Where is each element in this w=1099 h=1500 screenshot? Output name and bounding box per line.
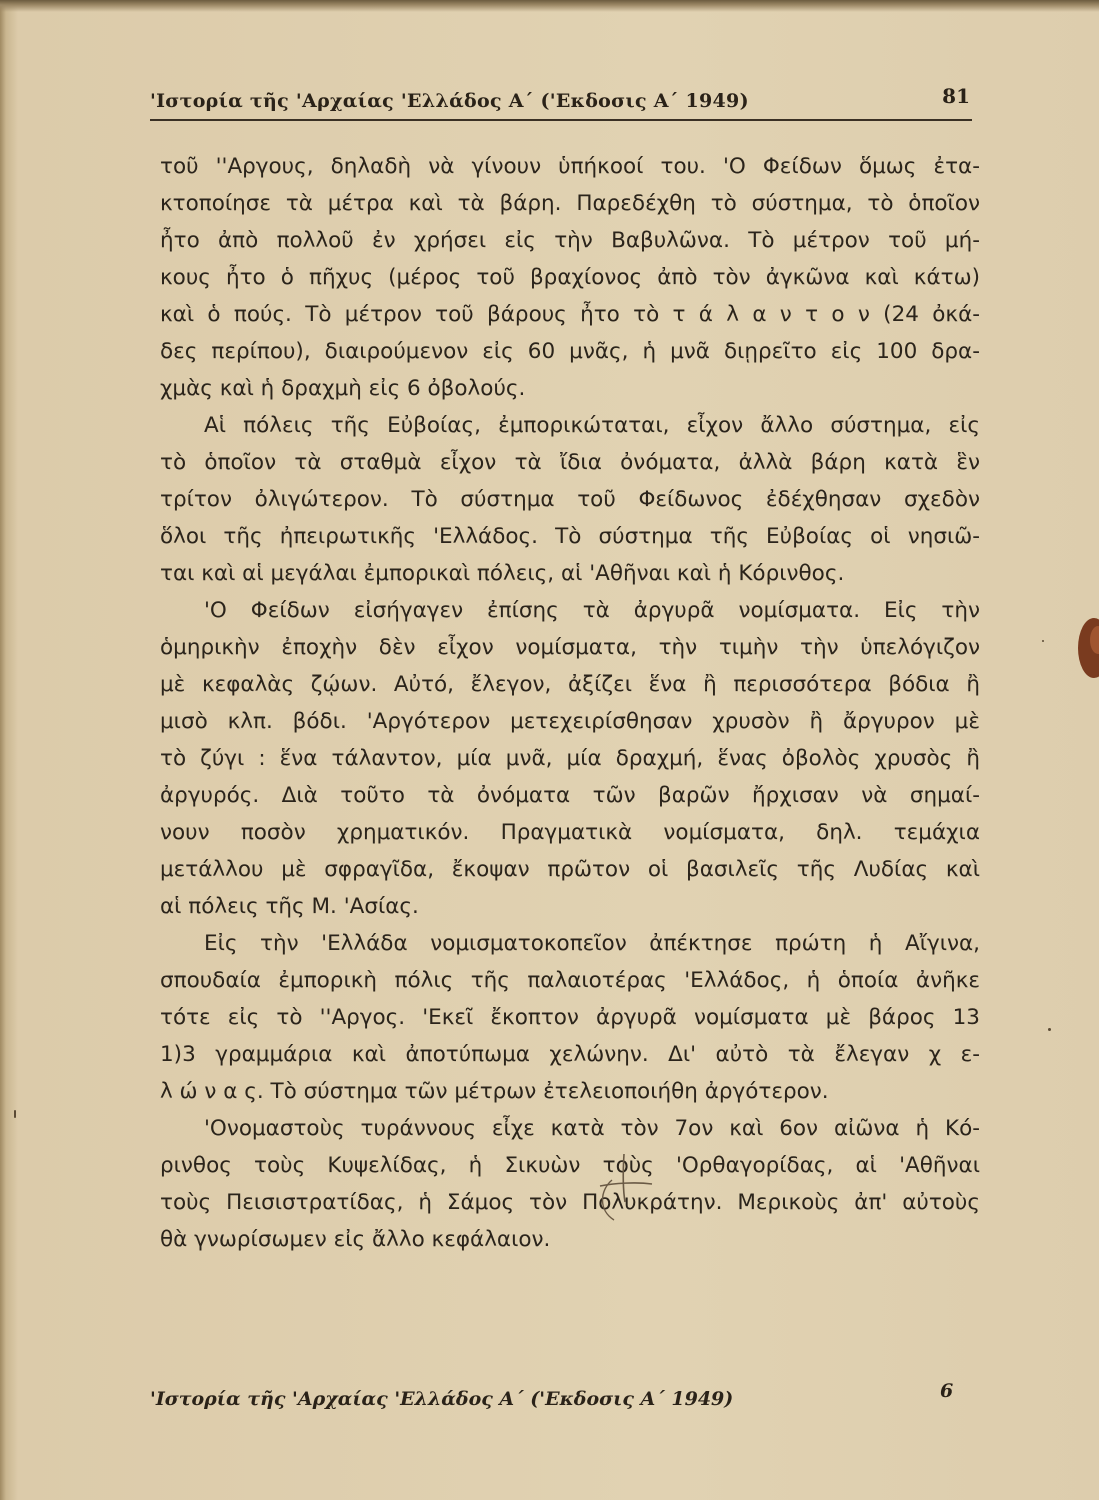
text-line: λ ώ ν α ς. Τὸ σύστημα τῶν μέτρων ἐτελειοποιήθη ἀργότερον. [160, 1079, 829, 1104]
text-line: μετάλλου μὲ σφραγῖδα, ἔκοψαν πρῶτον οἱ βασιλεῖς τῆς Λυδίας καὶ [160, 857, 980, 882]
ink-stain [1068, 610, 1099, 682]
paper-speck [1042, 640, 1044, 642]
text-line: θὰ γνωρίσωμεν εἰς ἄλλο κεφάλαιον. [160, 1227, 551, 1252]
text-line: ἦτο ἀπὸ πολλοῦ ἐν χρήσει εἰς τὴν Βαβυλῶνα. Τὸ μέτρον τοῦ μή- [160, 228, 980, 253]
text-line: κους ἦτο ὁ πῆχυς (μέρος τοῦ βραχίονος ἀπὸ τὸν ἀγκῶνα καὶ κάτω) [160, 265, 980, 290]
text-line: 'Ο Φείδων εἰσήγαγεν ἐπίσης τὰ ἀργυρᾶ νομίσματα. Εἰς τὴν [204, 598, 980, 623]
text-line: τὸ ζύγι : ἕνα τάλαντον, μία μνᾶ, μία δραχμή, ἕνας ὀβολὸς χρυσὸς ἢ [160, 746, 980, 771]
text-line: τοὺς Πεισιστρατίδας, ἡ Σάμος τὸν Πολυκράτην. Μερικοὺς ἀπ' αὐτοὺς [160, 1190, 980, 1215]
text-line: Αἱ πόλεις τῆς Εὐβοίας, ἐμπορικώταται, εἶχον ἄλλο σύστημα, εἰς [204, 413, 980, 438]
footer [150, 1380, 970, 1420]
text-line: μὲ κεφαλὰς ζῴων. Αὐτό, ἔλεγον, ἀξίζει ἕνα ἢ περισσότερα βόδια ἢ [160, 672, 980, 697]
header-rule [150, 119, 972, 121]
text-line: ὁμηρικὴν ἐποχὴν δὲν εἶχον νομίσματα, τὴν τιμὴν τὴν ὑπελόγιζον [160, 635, 980, 660]
text-line: μισὸ κλπ. βόδι. 'Αργότερον μετεχειρίσθησαν χρυσὸν ἢ ἄργυρον μὲ [160, 709, 980, 734]
text-line: καὶ ὁ πούς. Τὸ μέτρον τοῦ βάρους ἦτο τὸ τ ά λ α ν τ ο ν (24 ὀκά- [160, 302, 980, 327]
text-line: τοῦ ''Αργους, δηλαδὴ νὰ γίνουν ὑπήκοοί του. 'Ο Φείδων ὅμως ἐτα- [160, 154, 980, 179]
text-line: ὅλοι τῆς ἠπειρωτικῆς 'Ελλάδος. Τὸ σύστημα τῆς Εὐβοίας οἱ νησιῶ- [160, 524, 980, 549]
text-line: δες περίπου), διαιρούμενον εἰς 60 μνᾶς, ἡ μνᾶ διῃρεῖτο εἰς 100 δρα- [160, 339, 980, 364]
text-line: νουν ποσὸν χρηματικόν. Πραγματικὰ νομίσματα, δηλ. τεμάχια [160, 820, 980, 845]
text-line: τὸ ὁποῖον τὰ σταθμὰ εἶχον τὰ ἴδια ὀνόματα, ἀλλὰ βάρη κατὰ ἓν [160, 450, 980, 475]
text-line: τρίτον ὀλιγώτερον. Τὸ σύστημα τοῦ Φείδωνος ἐδέχθησαν σχεδὸν [160, 487, 980, 512]
text-line: Εἰς τὴν 'Ελλάδα νομισματοκοπεῖον ἀπέκτησε πρώτη ἡ Αἴγινα, [204, 931, 980, 956]
text-line: χμὰς καὶ ἡ δραχμὴ εἰς 6 ὀβολούς. [160, 376, 526, 401]
footer-title: 'Ιστορία τῆς 'Αρχαίας 'Ελλάδος Α΄ ('Εκδοσις Α΄ 1949) [150, 1388, 734, 1410]
header-title: 'Ιστορία τῆς 'Αρχαίας 'Ελλάδος Α΄ ('Εκδοσις Α΄ 1949) [150, 90, 749, 112]
text-line: τότε εἰς τὸ ''Αργος. 'Εκεῖ ἔκοπτον ἀργυρᾶ νομίσματα μὲ βάρος 13 [160, 1005, 980, 1030]
text-line: ρινθος τοὺς Κυψελίδας, ἡ Σικυὼν τοὺς 'Ορθαγορίδας, αἱ 'Αθῆναι [160, 1153, 980, 1178]
paper-speck [14, 1110, 16, 1118]
text-line: 1)3 γραμμάρια καὶ ἀποτύπωμα χελώνην. Δι' αὐτὸ τὰ ἔλεγαν χ ε- [160, 1042, 980, 1067]
handwritten-end-mark-icon [590, 1150, 660, 1230]
text-line: αἱ πόλεις τῆς Μ. 'Ασίας. [160, 894, 419, 919]
text-line: σπουδαία ἐμπορικὴ πόλις τῆς παλαιοτέρας 'Ελλάδος, ἡ ὁποία ἀνῆκε [160, 968, 980, 993]
text-line: κτοποίησε τὰ μέτρα καὶ τὰ βάρη. Παρεδέχθη τὸ σύστημα, τὸ ὁποῖον [160, 191, 980, 216]
paper-speck [1048, 1028, 1051, 1031]
running-header [150, 84, 972, 124]
text-line: ται καὶ αἱ μεγάλαι ἐμπορικαὶ πόλεις, αἱ 'Αθῆναι καὶ ἡ Κόρινθος. [160, 561, 845, 586]
text-line: ἀργυρός. Διὰ τοῦτο τὰ ὀνόματα τῶν βαρῶν ἤρχισαν νὰ σημαί- [160, 783, 980, 808]
page-number: 81 [942, 84, 970, 108]
body-text [160, 148, 980, 1258]
text-line: 'Ονομαστοὺς τυράννους εἶχε κατὰ τὸν 7ον καὶ 6ον αἰῶνα ἡ Κό- [204, 1116, 980, 1141]
page-top-edge [0, 0, 1099, 12]
sheet-number: 6 [940, 1380, 954, 1402]
